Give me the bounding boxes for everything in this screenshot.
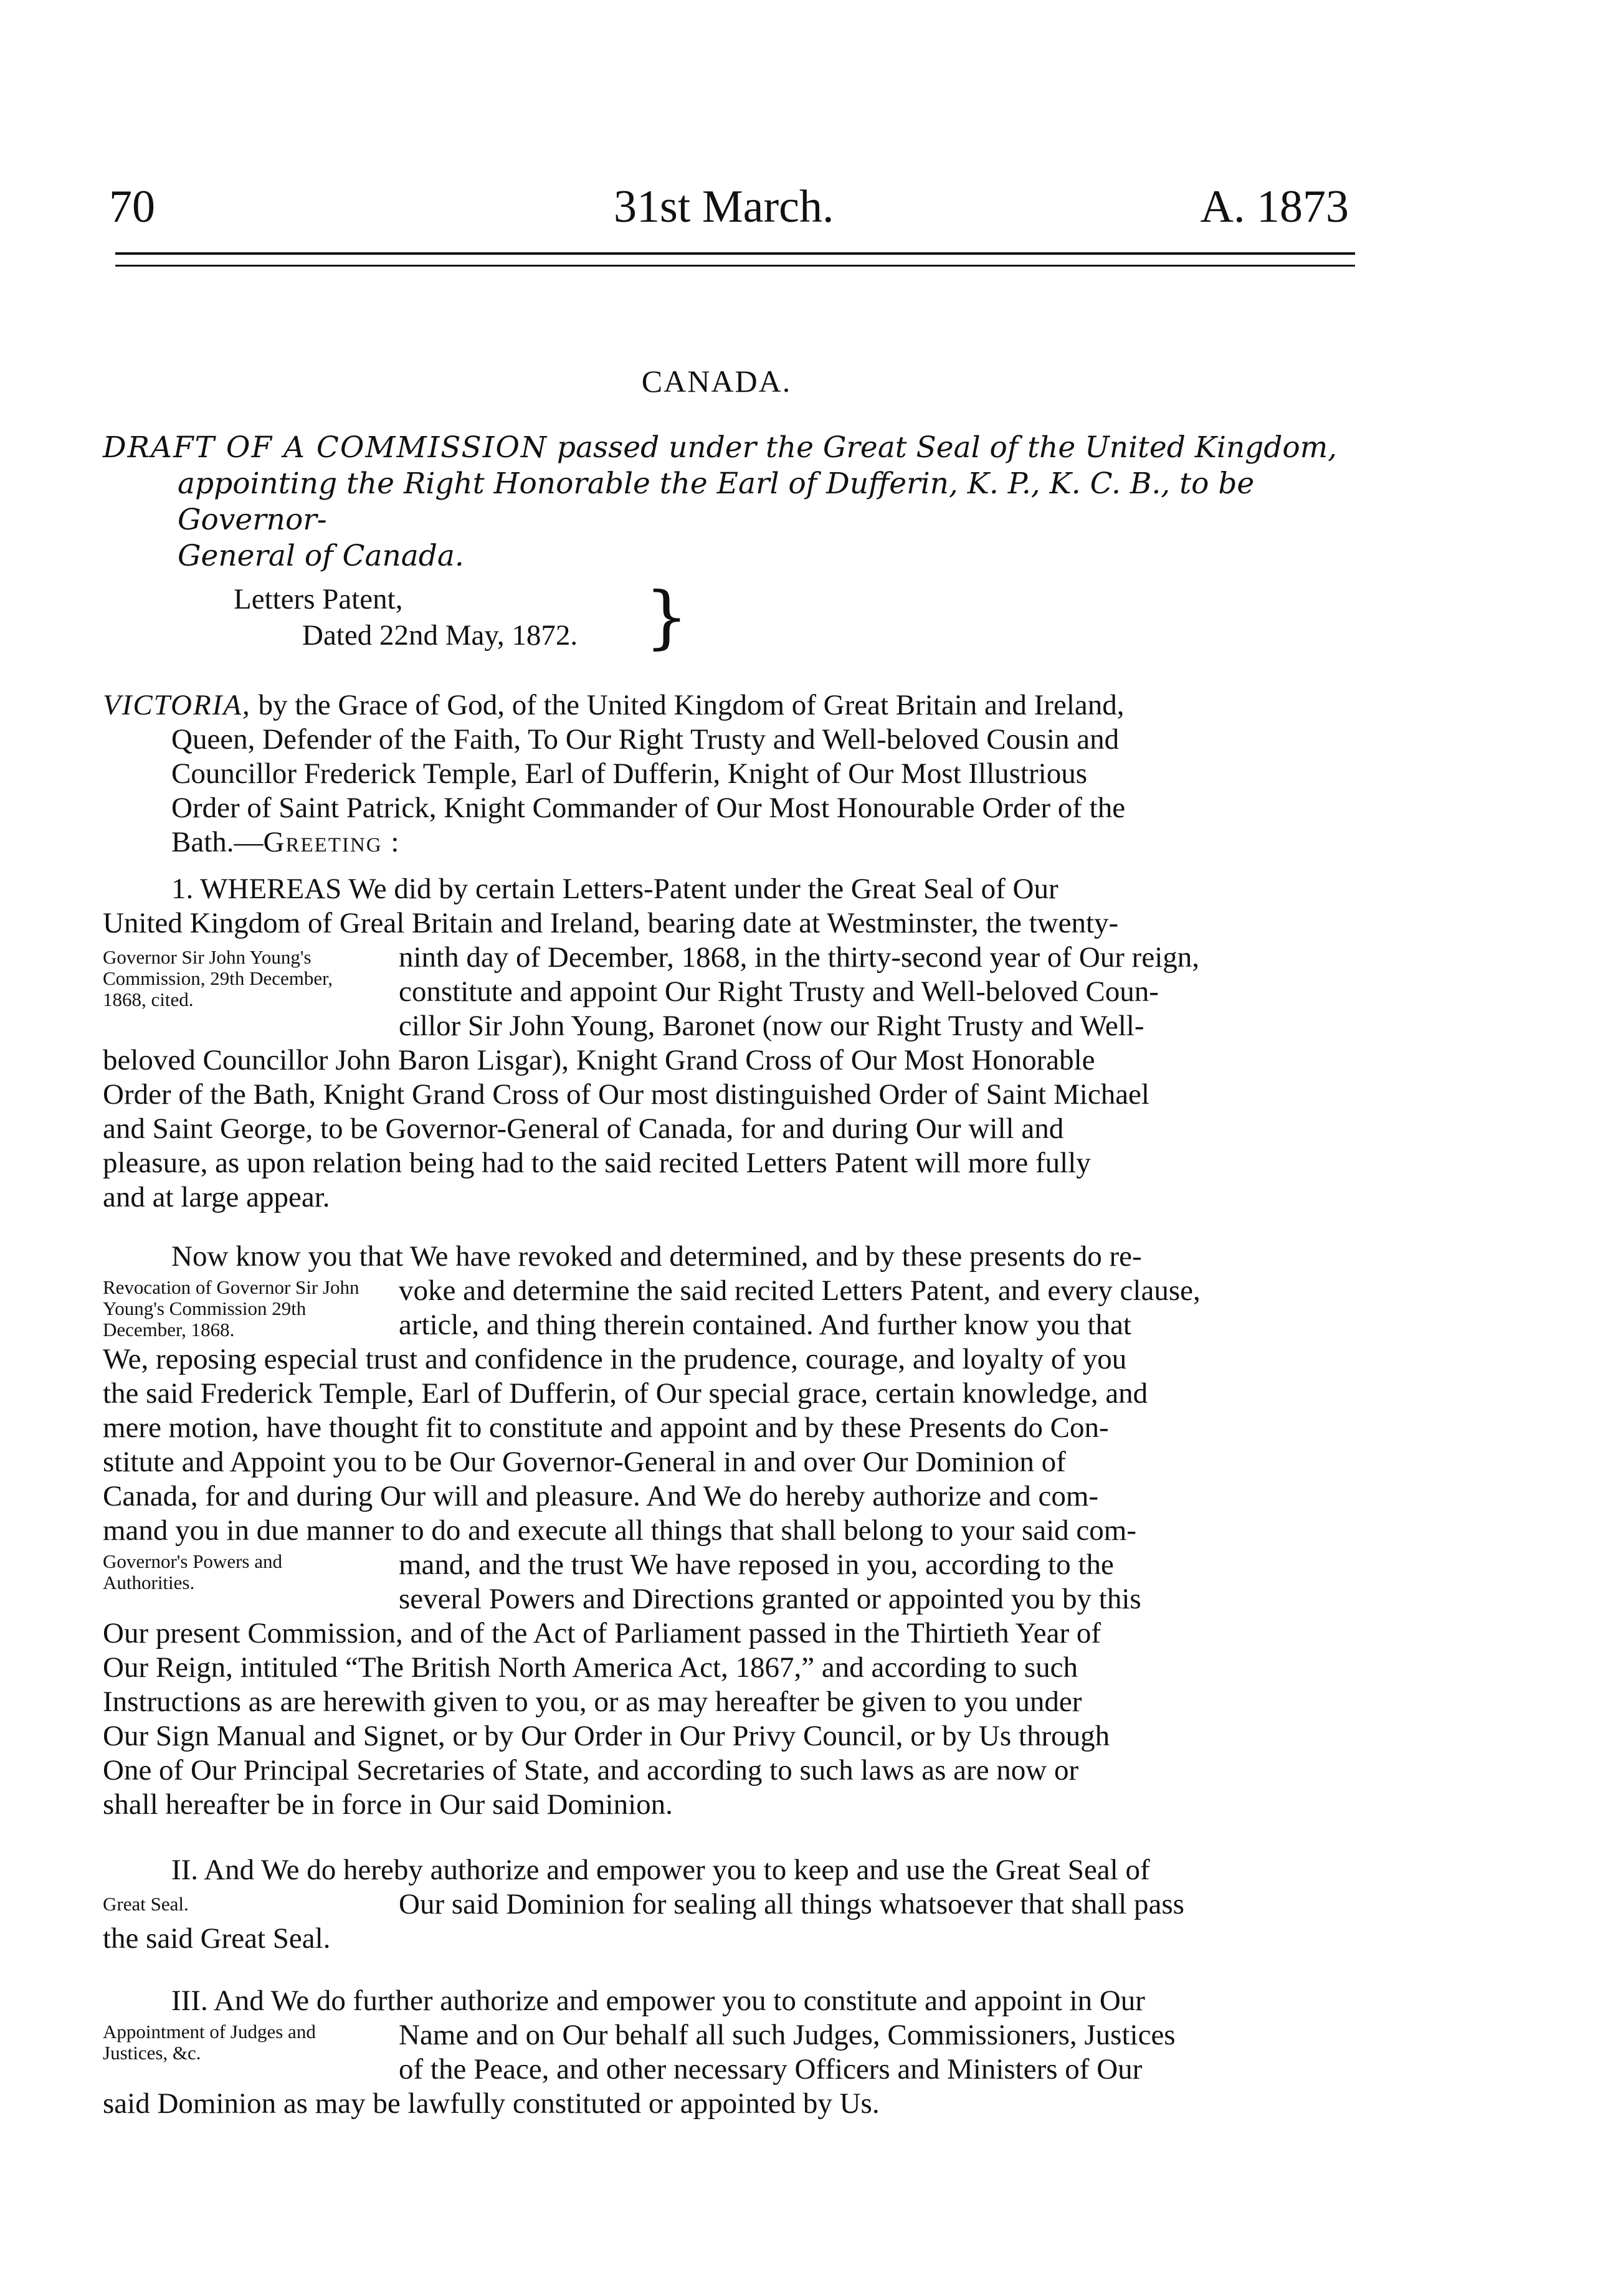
letters-patent-date: Dated 22nd May, 1872. <box>302 619 578 652</box>
paragraph-1-continued: beloved Councillor John Baron Lisgar), Knight Grand Cross of Our Most Honorable Order of the Bath, Knight Grand Cross of Our most distinguished Order of Saint Michael and Saint George, to be Governor-General of Canada, for and during Our will and pleasure, as upon relation being had to the said recited Letters Patent will more fully and at large appear. <box>103 1044 1149 1213</box>
paragraph-2-body: We, reposing especial trust and confidence in the prudence, courage, and loyalty of you the said Frederick Temple, Earl of Dufferin, of Our special grace, certain knowledge, and mere motion, have thought fit to constitute and appoint and by these Presents do Con- stitute and Appoint you to be Our Governor-General in and over Our Dominion of Canada, for and during Our will and pleasure. And We do hereby authorize and com- mand you in due manner to do and execute all things that shall belong to your said com- <box>103 1343 1148 1547</box>
greeting-word: Greeting : <box>263 826 401 858</box>
paragraph-2-continued: Our present Commission, and of the Act of Parliament passed in the Thirtieth Year of Our Reign, intituled “The British North America Act, 1867,” and according to such Instructions as are herewith given to you, or as may hereafter be given to you under Our Sign Manual and Signet, or by Our Order in Our Privy Council, or by Us through One of Our Principal Secretaries of State, and according to such laws as are now or shall hereafter be in force in Our said Dominion. <box>103 1617 1110 1821</box>
title-caps: DRAFT OF A COMMISSION <box>103 430 548 465</box>
paragraph-4-intro: III. And We do further authorize and empower you to constitute and appoint in Our <box>171 1985 1145 2017</box>
brace-glyph: } <box>645 577 688 657</box>
greeting-paragraph <box>103 688 1355 860</box>
margin-note-great-seal: Great Seal. <box>103 1893 189 1915</box>
margin-note-governor-commission: Governor Sir John Young's Commission, 29th December, 1868, cited. <box>103 946 333 1010</box>
paragraph-2-intro: Now know you that We have revoked and determined, and by these presents do re- <box>171 1240 1142 1273</box>
victoria-word: VICTORIA, <box>103 689 251 721</box>
header-rule-top <box>115 252 1355 255</box>
greeting-line4: Order of Saint Patrick, Knight Commander of Our Most Honourable Order of the <box>171 792 1126 824</box>
paragraph-3-side: Our said Dominion for sealing all things whatsoever that shall pass <box>399 1888 1184 1920</box>
paragraph-3-intro: II. And We do hereby authorize and empower you to keep and use the Great Seal of <box>171 1854 1150 1886</box>
country-heading: CANADA. <box>641 364 792 399</box>
greeting-line5: Bath.—Greeting : <box>171 826 401 858</box>
page-number: 70 <box>109 181 155 232</box>
margin-note-powers: Governor's Powers and Authorities. <box>103 1550 282 1593</box>
letters-patent-label: Letters Patent, <box>234 583 403 615</box>
paragraph-3-continued: the said Great Seal. <box>103 1922 331 1955</box>
margin-note-revocation: Revocation of Governor Sir John Young's Commission 29th December, 1868. <box>103 1276 359 1340</box>
document-title <box>103 430 1355 574</box>
margin-note-judges: Appointment of Judges and Justices, &c. <box>103 2021 316 2064</box>
greeting-line2: Queen, Defender of the Faith, To Our Right Trusty and Well-beloved Cousin and <box>171 723 1120 756</box>
paragraph-4-side: Name and on Our behalf all such Judges, Commissioners, Justices of the Peace, and other necessary Officers and Ministers of Our <box>399 2019 1176 2085</box>
letters-patent-block <box>234 577 707 660</box>
running-head-year: A. 1873 <box>1200 181 1349 232</box>
running-head-date: 31st March. <box>614 181 834 232</box>
paragraph-2-side: voke and determine the said recited Letters Patent, and every clause, article, and thing therein contained. And further know you that <box>399 1274 1201 1341</box>
paragraph-1-intro: 1. WHEREAS We did by certain Letters-Patent under the Great Seal of Our United Kingdom of Greal Britain and Ireland, bearing date at Westminster, the twenty- <box>103 873 1119 939</box>
title-line1-rest: passed under the Great Seal of the United Kingdom, <box>547 430 1338 465</box>
running-head <box>109 181 1349 249</box>
header-rule-bottom <box>115 265 1355 267</box>
greeting-line1: VICTORIA, by the Grace of God, of the United Kingdom of Great Britain and Ireland, <box>103 689 1125 721</box>
title-line3: General of Canada. <box>178 539 464 573</box>
greeting-line3: Councillor Frederick Temple, Earl of Dufferin, Knight of Our Most Illustrious <box>171 757 1087 790</box>
paragraph-1-side: ninth day of December, 1868, in the thirty-second year of Our reign, constitute and appoint Our Right Trusty and Well-beloved Coun- cillor Sir John Young, Baronet (now our Right Trusty and Well- <box>399 941 1199 1042</box>
title-line2: appointing the Right Honorable the Earl of Dufferin, K. P., K. C. B., to be Governor- <box>178 467 1255 537</box>
paragraph-2-side-2: mand, and the trust We have reposed in you, according to the several Powers and Directions granted or appointed you by this <box>399 1549 1141 1615</box>
paragraph-4-continued: said Dominion as may be lawfully constituted or appointed by Us. <box>103 2087 880 2120</box>
